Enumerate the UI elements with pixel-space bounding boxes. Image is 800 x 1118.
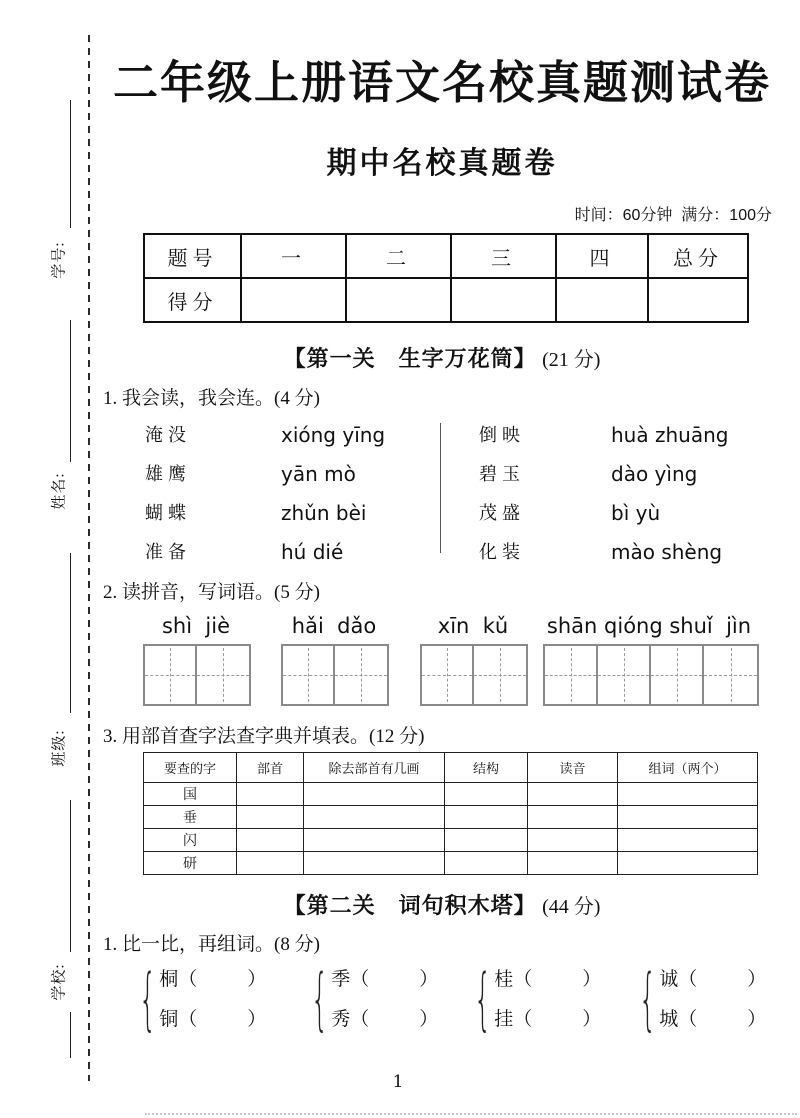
lookup-row bbox=[144, 806, 758, 829]
match-pinyin: zhǔn bèi bbox=[281, 501, 367, 525]
score-empty-cell bbox=[346, 278, 451, 322]
word-pair-group bbox=[638, 960, 766, 1040]
section1-heading-score: (21 分) bbox=[542, 349, 601, 371]
score-header-question: 题号 bbox=[144, 234, 241, 278]
pair-char: 秀 bbox=[331, 1009, 351, 1030]
match-column-divider bbox=[440, 423, 441, 553]
writing-cell bbox=[474, 646, 526, 704]
student-id-blank-line bbox=[70, 100, 71, 228]
score-table bbox=[143, 233, 749, 323]
match-right-words-column bbox=[479, 416, 525, 572]
lookup-empty-cell bbox=[528, 829, 618, 852]
score-empty-cell bbox=[648, 278, 748, 322]
pair-line bbox=[659, 1000, 766, 1040]
pair-char: 挂 bbox=[494, 1009, 514, 1030]
match-pinyin: huà zhuāng bbox=[611, 423, 729, 447]
lookup-empty-cell bbox=[445, 806, 528, 829]
question1-label: 1. 我会读，我会连。(4 分) bbox=[103, 388, 320, 409]
time-and-score-info: 时间：60分钟 满分：100分 bbox=[574, 207, 772, 224]
pair-line bbox=[159, 1000, 266, 1040]
paren-close: ） bbox=[419, 1009, 439, 1030]
match-word: 茂盛 bbox=[479, 503, 525, 523]
pair-line bbox=[659, 960, 766, 1000]
match-right-pinyin-column bbox=[611, 416, 728, 572]
lookup-empty-cell bbox=[618, 829, 758, 852]
pair-line bbox=[331, 1000, 438, 1040]
lookup-row bbox=[144, 852, 758, 875]
writing-cell bbox=[283, 646, 335, 704]
match-pinyin: xióng yīng bbox=[281, 423, 386, 447]
section2-question1-label: 1. 比一比，再组词。(8 分) bbox=[103, 934, 320, 955]
word-pair-group bbox=[138, 960, 266, 1040]
paren-open: （ bbox=[678, 969, 698, 990]
score-table-score-row bbox=[144, 278, 748, 322]
match-word: 化装 bbox=[479, 542, 525, 562]
score-empty-cell bbox=[556, 278, 648, 322]
lookup-empty-cell bbox=[237, 806, 304, 829]
pair-char: 城 bbox=[659, 1009, 679, 1030]
school-blank-line-tail bbox=[70, 1012, 71, 1058]
pair-char: 桂 bbox=[494, 969, 514, 990]
writing-box-group bbox=[281, 644, 389, 706]
score-empty-cell bbox=[241, 278, 346, 322]
lookup-empty-cell bbox=[304, 829, 445, 852]
paren-close: ） bbox=[419, 969, 439, 990]
score-header-three: 三 bbox=[451, 234, 556, 278]
writing-cell bbox=[545, 646, 598, 704]
match-pinyin: hú dié bbox=[281, 540, 344, 564]
section2-heading bbox=[96, 889, 788, 920]
pinyin-prompt: shì jiè bbox=[161, 614, 231, 638]
lookup-empty-cell bbox=[618, 783, 758, 806]
pair-line bbox=[331, 960, 438, 1000]
paren-close: ） bbox=[747, 1009, 767, 1030]
class-blank-line bbox=[70, 553, 71, 713]
exam-title: 二年级上册语文名校真题测试卷 bbox=[112, 57, 771, 108]
lookup-empty-cell bbox=[445, 829, 528, 852]
writing-box-group bbox=[420, 644, 528, 706]
pinyin-prompt: hǎi dǎo bbox=[291, 614, 377, 638]
paren-open: （ bbox=[513, 1009, 533, 1030]
binding-fold-dashed-line bbox=[88, 35, 90, 1081]
paren-close: ） bbox=[582, 969, 602, 990]
match-word: 淹没 bbox=[145, 425, 191, 445]
name-label: 姓名: bbox=[51, 472, 68, 510]
pair-char: 桐 bbox=[159, 969, 179, 990]
section1-heading-title: 【第一关 生字万花筒】 bbox=[283, 346, 537, 371]
writing-cell bbox=[704, 646, 757, 704]
writing-cell bbox=[598, 646, 651, 704]
score-row-label: 得分 bbox=[144, 278, 241, 322]
student-id-label: 学号: bbox=[51, 241, 68, 279]
lookup-empty-cell bbox=[237, 852, 304, 875]
writing-cell bbox=[422, 646, 474, 704]
paren-close: ） bbox=[247, 969, 267, 990]
pair-line bbox=[494, 1000, 601, 1040]
match-pinyin: mào shèng bbox=[611, 540, 723, 564]
name-blank-line bbox=[70, 320, 71, 462]
paren-open: （ bbox=[178, 969, 198, 990]
lookup-empty-cell bbox=[304, 806, 445, 829]
writing-cell bbox=[651, 646, 704, 704]
brace-icon: { bbox=[138, 959, 157, 1039]
section1-heading bbox=[96, 342, 788, 373]
match-word: 雄鹰 bbox=[145, 464, 191, 484]
score-header-one: 一 bbox=[241, 234, 346, 278]
pair-char: 季 bbox=[331, 969, 351, 990]
writing-cell bbox=[335, 646, 387, 704]
lookup-row bbox=[144, 783, 758, 806]
brace-icon: { bbox=[310, 959, 329, 1039]
question3-label: 3. 用部首查字法查字典并填表。(12 分) bbox=[103, 726, 425, 747]
lookup-empty-cell bbox=[528, 852, 618, 875]
score-header-total: 总分 bbox=[648, 234, 748, 278]
paren-open: （ bbox=[350, 969, 370, 990]
exam-subtitle: 期中名校真题卷 bbox=[326, 147, 558, 180]
score-header-four: 四 bbox=[556, 234, 648, 278]
writing-cell bbox=[145, 646, 197, 704]
lookup-empty-cell bbox=[237, 783, 304, 806]
lookup-empty-cell bbox=[304, 783, 445, 806]
lookup-empty-cell bbox=[304, 852, 445, 875]
lookup-empty-cell bbox=[618, 806, 758, 829]
lookup-empty-cell bbox=[237, 829, 304, 852]
writing-box-group bbox=[543, 644, 759, 706]
lookup-char: 垂 bbox=[144, 806, 237, 829]
score-header-two: 二 bbox=[346, 234, 451, 278]
section2-heading-title: 【第二关 词句积木塔】 bbox=[283, 893, 537, 918]
word-pair-group bbox=[473, 960, 601, 1040]
match-word: 准备 bbox=[145, 542, 191, 562]
brace-icon: { bbox=[473, 959, 492, 1039]
paren-close: ） bbox=[247, 1009, 267, 1030]
paren-open: （ bbox=[513, 969, 533, 990]
paren-open: （ bbox=[178, 1009, 198, 1030]
class-label: 班级: bbox=[51, 729, 68, 767]
word-pair-group bbox=[310, 960, 438, 1040]
lookup-header-structure: 结构 bbox=[445, 753, 528, 783]
lookup-empty-cell bbox=[528, 806, 618, 829]
lookup-char: 研 bbox=[144, 852, 237, 875]
section2-heading-score: (44 分) bbox=[542, 896, 601, 918]
match-word: 倒映 bbox=[479, 425, 525, 445]
match-pinyin: bì yù bbox=[611, 501, 661, 525]
writing-box-group bbox=[143, 644, 251, 706]
lookup-row bbox=[144, 829, 758, 852]
match-left-words-column bbox=[145, 416, 191, 572]
paren-close: ） bbox=[747, 969, 767, 990]
pinyin-prompt: xīn kǔ bbox=[437, 614, 509, 638]
paren-open: （ bbox=[350, 1009, 370, 1030]
lookup-header-pronunciation: 读音 bbox=[528, 753, 618, 783]
dictionary-lookup-table bbox=[143, 752, 758, 875]
school-label: 学校: bbox=[51, 963, 68, 1001]
score-table-header-row bbox=[144, 234, 748, 278]
paren-open: （ bbox=[678, 1009, 698, 1030]
score-empty-cell bbox=[451, 278, 556, 322]
lookup-char: 闪 bbox=[144, 829, 237, 852]
bottom-faint-line bbox=[145, 1113, 797, 1115]
lookup-empty-cell bbox=[528, 783, 618, 806]
lookup-header-char: 要查的字 bbox=[144, 753, 237, 783]
lookup-header-words: 组词（两个） bbox=[618, 753, 758, 783]
question2-label: 2. 读拼音，写词语。(5 分) bbox=[103, 582, 320, 603]
lookup-header-strokes: 除去部首有几画 bbox=[304, 753, 445, 783]
school-blank-line bbox=[70, 800, 71, 952]
pair-line bbox=[494, 960, 601, 1000]
match-word: 蝴蝶 bbox=[145, 503, 191, 523]
lookup-empty-cell bbox=[445, 783, 528, 806]
match-word: 碧玉 bbox=[479, 464, 525, 484]
paren-close: ） bbox=[582, 1009, 602, 1030]
lookup-empty-cell bbox=[618, 852, 758, 875]
page-number: 1 bbox=[392, 1072, 404, 1092]
lookup-table-header-row bbox=[144, 753, 758, 783]
brace-icon: { bbox=[638, 959, 657, 1039]
match-pinyin: yān mò bbox=[281, 462, 356, 486]
match-left-pinyin-column bbox=[281, 416, 385, 572]
pinyin-prompt: shān qióng shuǐ jìn bbox=[546, 614, 752, 638]
pair-char: 诚 bbox=[659, 969, 679, 990]
pair-char: 铜 bbox=[159, 1009, 179, 1030]
match-pinyin: dào yìng bbox=[611, 462, 698, 486]
lookup-char: 国 bbox=[144, 783, 237, 806]
pair-line bbox=[159, 960, 266, 1000]
lookup-header-radical: 部首 bbox=[237, 753, 304, 783]
lookup-empty-cell bbox=[445, 852, 528, 875]
writing-cell bbox=[197, 646, 249, 704]
